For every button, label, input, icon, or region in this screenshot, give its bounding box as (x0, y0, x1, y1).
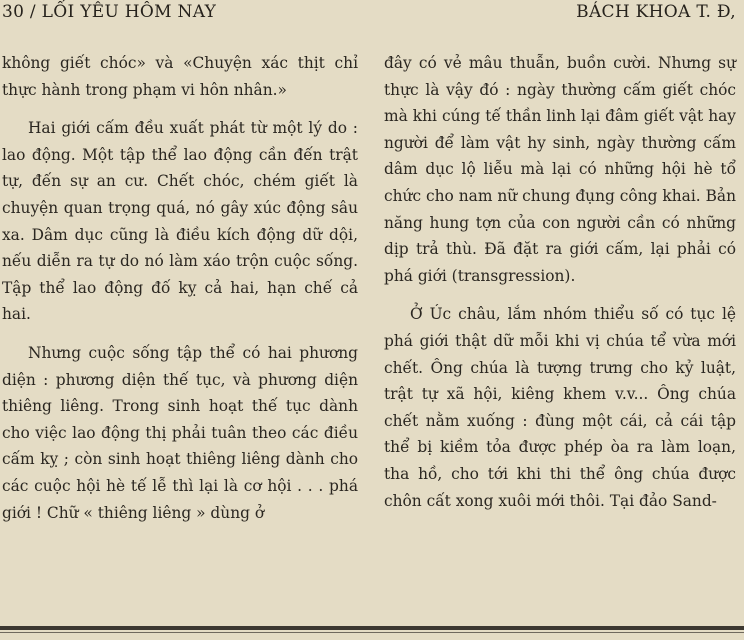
paragraph: Hai giới cấm đều xuất phát từ một lý do : lao động. Một tập thể lao động cần đến trật tự, đến sự an cư. Chết chóc, chém giết là chuyện quan trọng quá, nó gây xúc động sâu xa. Dâm dục cũng là điều kích động dữ dội, nếu diễn ra tự do nó làm xáo trộn cuộc sống. Tập thể lao động đố kỵ cả hai, hạn chế cả hai. (2, 119, 358, 324)
footer-rule (0, 626, 744, 630)
running-header (0, 2, 744, 28)
header-page-title: 30 / LỐI YÊU HÔM NAY (2, 2, 217, 22)
paragraph: Ở Úc châu, lắm nhóm thiểu số có tục lệ phá giới thật dữ mỗi khi vị chúa tể vừa mới chết. Ông chúa là tượng trưng cho kỷ luật, trật tự xã hội, kiêng khem v.v... Ông chúa chết nằm xuống : đùng một cái, cả cái tập thể bị kiềm tỏa được phép òa ra làm loạn, tha hồ, cho tới khi thi thể ông chúa được chôn cất xong xuôi mới thôi. Tại đảo Sand- (384, 305, 736, 510)
paragraph: Nhưng cuộc sống tập thể có hai phương diện : phương diện thế tục, và phương diện thiêng liêng. Trong sinh hoạt thế tục dành cho việc lao động thị phải tuân theo các điều cấm kỵ ; còn sinh hoạt thiêng liêng dành cho các cuộc hội hè tế lễ thì lại là cơ hội . . . phá giới ! Chữ « thiêng liêng » dùng ở (2, 343, 358, 522)
header-publication: BÁCH KHOA T. Đ, (576, 2, 736, 22)
paragraph-continuation: không giết chóc» và «Chuyện xác thịt chỉ thực hành trong phạm vi hôn nhân.» (2, 54, 358, 99)
left-column (2, 50, 358, 526)
right-column (384, 50, 736, 514)
paragraph-continuation: đây có vẻ mâu thuẫn, buồn cười. Nhưng sự thực là vậy đó : ngày thường cấm giết chóc mà khi cúng tế thần linh lại đâm giết vật hay người để làm vật hy sinh, ngày thường cấm dâm dục lộ liễu mà lại có những hội hè tổ chức cho nam nữ chung đụng công khai. Bản năng hung tợn của con người cần có những dịp trả thù. Đã đặt ra giới cấm, lại phải có phá giới (transgression). (384, 54, 736, 285)
footer-rule-thin (0, 632, 744, 633)
